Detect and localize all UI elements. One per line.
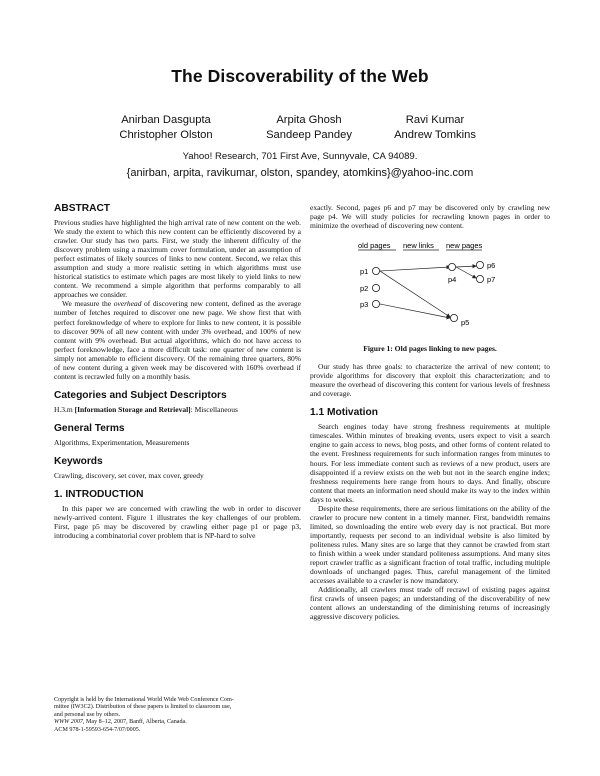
figure-1 <box>310 234 550 342</box>
author-name: Christopher Olston <box>119 129 213 141</box>
fig-header-new-pages: new pages <box>446 241 483 251</box>
author-name: Andrew Tomkins <box>394 129 476 141</box>
general-terms-heading: General Terms <box>54 422 125 434</box>
motivation-heading: 1.1 Motivation <box>310 407 378 419</box>
author-name: Sandeep Pandey <box>266 129 352 141</box>
footnote-line: Copyright is held by the International World Wide Web Conference Com- <box>54 697 234 703</box>
motivation-paragraph-1: Search engines today have strong freshness requirements at multiple timescales. Within minutes of breaking events, users expect to visit a search engine to gain access to news, blog posts, and other forms of content related to the event. Freshness requirements for such information ranges from minutes to hours. For less immediate content such as reviews of a new product, users are disappointed if a review exists on the web but not in the search engine index; freshness requirements here range from hours to days. And finally, obscure content that meets an information need should make its way to the index within days to weeks. <box>310 422 550 504</box>
affiliation: Yahoo! Research, 701 First Ave, Sunnyvale, CA 94089. <box>182 151 418 162</box>
figure-1-caption: Figure 1: Old pages linking to new pages. <box>363 344 497 354</box>
node-p3 <box>360 300 380 309</box>
general-terms-text: Algorithms, Experimentation, Measurements <box>54 437 190 447</box>
author-column-3 <box>375 113 495 143</box>
paper-title: The Discoverability of the Web <box>171 66 429 86</box>
node-p7 <box>476 275 495 284</box>
svg-text:p5: p5 <box>461 318 470 328</box>
svg-text:p2: p2 <box>360 284 369 294</box>
author-name: Arpita Ghosh <box>276 114 342 126</box>
abstract-heading: ABSTRACT <box>54 203 111 214</box>
author-column-2 <box>243 113 375 143</box>
author-name: Ravi Kumar <box>405 114 465 126</box>
goals-paragraph: Our study has three goals: to characterize the arrival of new content; to provide algorithms for discovery that exploit this characterization; and to measure the overhead of discovering this content for various levels of freshness and coverage. <box>310 362 550 399</box>
keywords-heading: Keywords <box>54 455 103 467</box>
intro-continued-paragraph: exactly. Second, pages p6 and p7 may be discovered only by crawling new page p4. We will study policies for recrawling known pages in order to minimize the overhead of discovering new content. <box>310 203 550 231</box>
author-name: Anirban Dasgupta <box>121 114 211 126</box>
motivation-paragraph-2: Despite these requirements, there are serious limitations on the ability of the crawler to procure new content in a timely manner. First, bandwidth remains limited, so downloading the entire web every day is not practical. But more importantly, requests per second to an individual website is also limited by politeness rules. Many sites are so large that they cannot be crawled from start to finish within a week under standard politeness assumptions. And many sites report crawler traffic as a significant fraction of total traffic, including multiple downloads of unchanged pages. Thus, careful management of the limited accesses available to a crawler is now mandatory. <box>310 503 550 586</box>
copyright-footnote <box>54 697 301 734</box>
categories-heading: Categories and Subject Descriptors <box>54 389 227 401</box>
footnote-line: and personal use by others. <box>54 711 121 718</box>
node-p6 <box>476 261 495 270</box>
motivation-paragraph-3: Additionally, all crawlers must trade off recrawl of existing pages against first crawls of unseen pages; an understanding of the discoverability of new content allows an understanding of the diminishing returns of increasingly aggressive discovery policies. <box>310 585 550 622</box>
introduction-paragraph: In this paper we are concerned with crawling the web in order to discover newly-arrived content. Figure 1 illustrates the key challenges of our problem. First, page p5 may be discovered by crawling either page p1 or page p3, introducing a combinatorial cover problem that is NP-hard to solve <box>54 503 301 541</box>
abstract-paragraph-2: We measure the overhead of discovering new content, defined as the average number of fetches required to discover one new page. We show first that with perfect foreknowledge of where to explore for links to new content, it is possible to discover 90% of all new content with under 3% overhead, and 100% of new content with 9% overhead. But actual algorithms, which do not have access to perfect foreknowledge, face a more difficult task: one quarter of new content is simply not amenable to efficient discovery. Of the remaining three quarters, 80% of new content during a given week may be discovered with 160% overhead if content is recrawled fully on a monthly basis. <box>54 299 301 381</box>
svg-text:p3: p3 <box>360 300 369 310</box>
author-column-1 <box>100 113 232 143</box>
abstract-paragraph: Previous studies have highlighted the high arrival rate of new content on the web. We study the extent to which this new content can be efficiently discovered by a crawler. Our study has two parts. First, we study the inherent difficulty of the discovery problem using a maximum cover formulation, under an assumption of perfect estimates of likely sources of links to new content. Second, we relax this assumption and study a more realistic setting in which algorithms must use historical statistics to estimate which pages are most likely to yield links to new content. We recommend a simple algorithm that performs comparably to all approaches we consider. <box>54 218 301 300</box>
svg-text:p1: p1 <box>360 267 369 277</box>
node-p2 <box>360 284 380 293</box>
author-emails: {anirban, arpita, ravikumar, olston, spandey, atomkins}@yahoo-inc.com <box>126 167 474 179</box>
acm-line: ACM 978-1-59593-654-7/07/0005. <box>54 726 141 733</box>
left-column <box>54 203 301 540</box>
introduction-heading: 1. INTRODUCTION <box>54 488 144 500</box>
node-p5 <box>450 315 469 328</box>
node-p1 <box>360 267 380 276</box>
fig-header-new-links: new links <box>403 241 434 251</box>
svg-text:p4: p4 <box>448 275 457 285</box>
conference-line: WWW 2007, May 8–12, 2007, Banff, Alberta, Canada. <box>54 719 187 726</box>
keywords-text: Crawling, discovery, set cover, max cover, greedy <box>54 470 204 480</box>
node-p4 <box>448 264 456 285</box>
figure-1-diagram <box>310 234 550 342</box>
svg-text:p6: p6 <box>487 261 496 271</box>
footnote-line: mittee (IW3C2). Distribution of these papers is limited to classroom use, <box>54 704 232 711</box>
svg-text:p7: p7 <box>487 275 496 285</box>
right-column <box>310 203 550 621</box>
categories-text: H.3.m [Information Storage and Retrieval]: Miscellaneous <box>54 404 238 414</box>
fig-header-old-pages: old pages <box>358 241 391 251</box>
